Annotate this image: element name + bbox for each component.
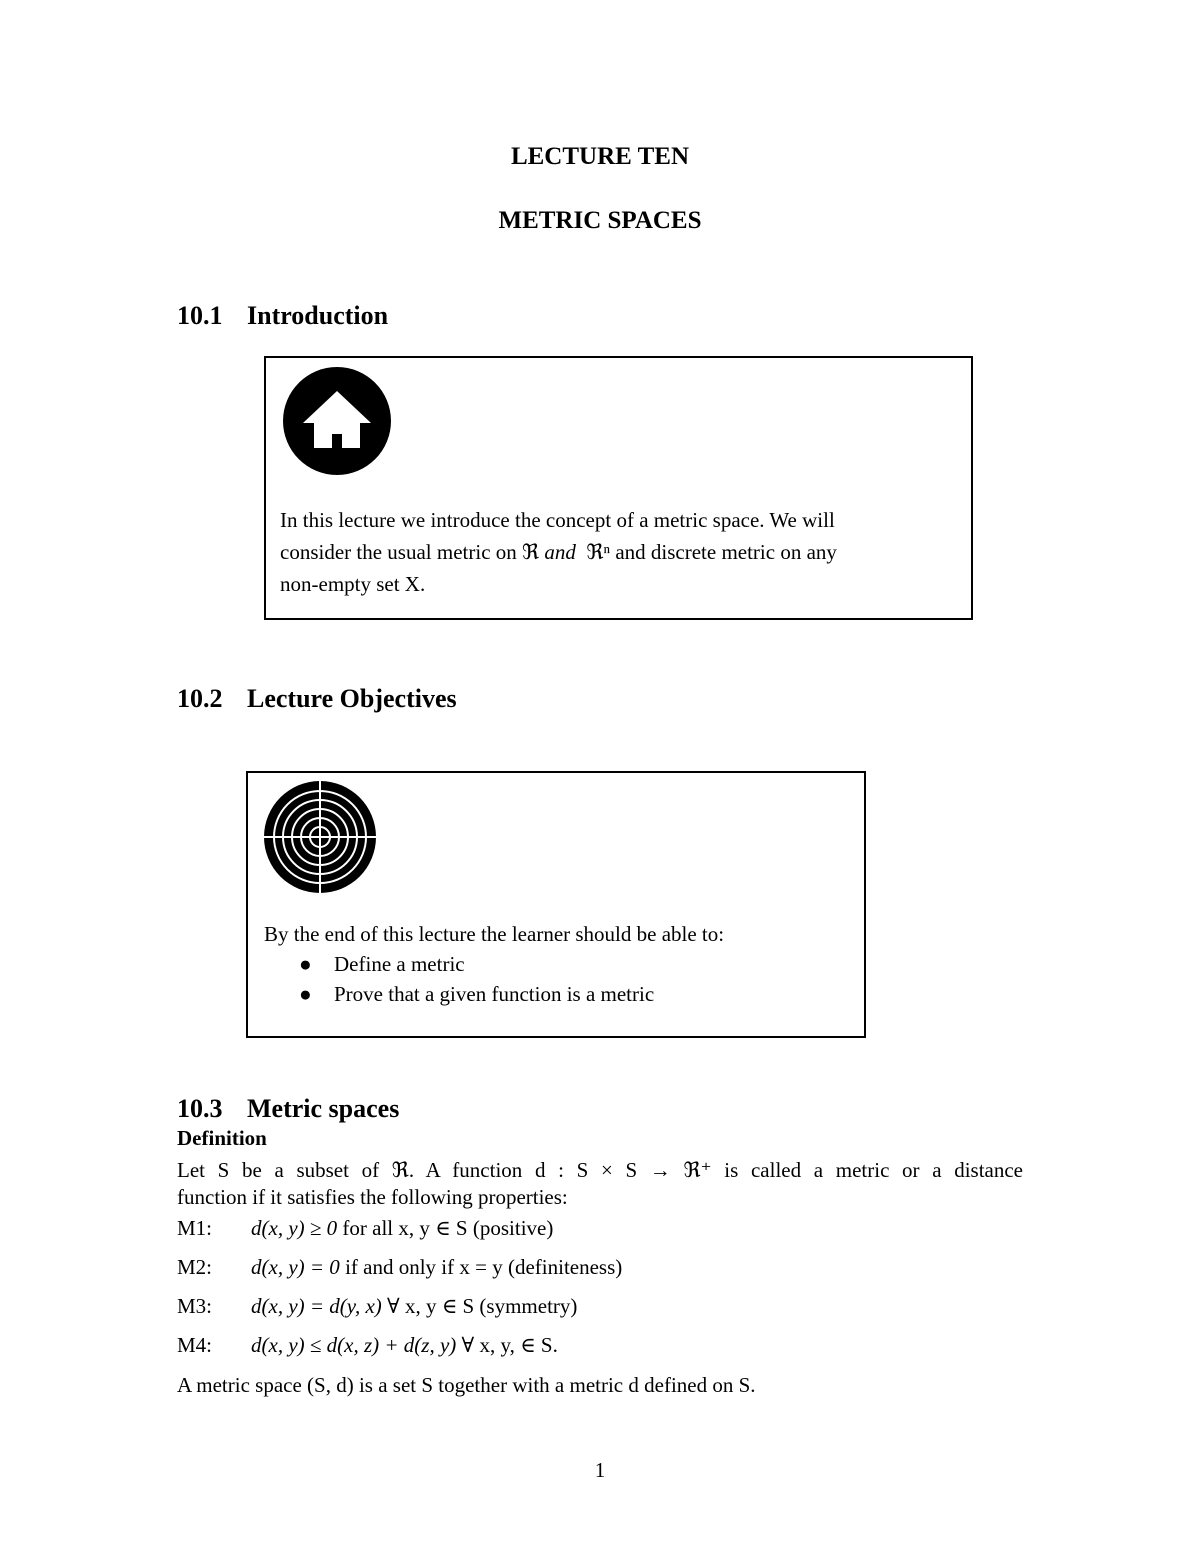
section-number-metric: 10.3 — [177, 1094, 223, 1123]
intro-line-3: non-empty set X. — [280, 572, 426, 596]
section-title-intro: Introduction — [247, 301, 389, 330]
topic-title: METRIC SPACES — [498, 207, 702, 234]
section-number-intro: 10.1 — [177, 301, 223, 330]
definition-label: Definition — [177, 1126, 267, 1150]
intro-line-1: In this lecture we introduce the concept of a metric space. We will — [280, 508, 835, 532]
list-item: ● Define a metric — [264, 949, 854, 979]
intro-line-2: consider the usual metric on ℜ and ℜⁿ and discrete metric on any — [280, 540, 837, 564]
property-m1: M1: d(x, y) ≥ 0 for all x, y ∈ S (positive) — [177, 1216, 554, 1240]
intro-text — [280, 504, 960, 600]
metric-space-definition: A metric space (S, d) is a set S together with a metric d defined on S. — [177, 1373, 756, 1397]
section-title-metric: Metric spaces — [247, 1094, 400, 1123]
property-m3: M3: d(x, y) = d(y, x) ∀ x, y ∈ S (symmetry) — [177, 1294, 578, 1318]
intro-box — [264, 356, 973, 620]
bullet-icon: ● — [299, 952, 312, 976]
list-item: ● Prove that a given function is a metric — [264, 979, 854, 1009]
section-number-objectives: 10.2 — [177, 684, 223, 713]
definition-line-2: function if it satisfies the following properties: — [177, 1185, 568, 1209]
section-title-objectives: Lecture Objectives — [247, 684, 457, 713]
home-icon — [282, 366, 392, 476]
property-m2: M2: d(x, y) = 0 if and only if x = y (definiteness) — [177, 1255, 623, 1279]
definition-line-1: Let S be a subset of ℜ. A function d : S × S → ℜ⁺ is called a metric or a distance — [177, 1158, 1023, 1182]
objectives-lead: By the end of this lecture the learner should be able to: — [264, 922, 725, 946]
objectives-box — [246, 771, 866, 1038]
property-m4: M4: d(x, y) ≤ d(x, z) + d(z, y) ∀ x, y, ∈ S. — [177, 1333, 558, 1357]
bullet-icon: ● — [299, 982, 312, 1006]
lecture-title: LECTURE TEN — [510, 143, 690, 170]
page-number: 1 — [594, 1458, 606, 1482]
target-icon — [263, 780, 377, 894]
objectives-list — [264, 949, 854, 1009]
